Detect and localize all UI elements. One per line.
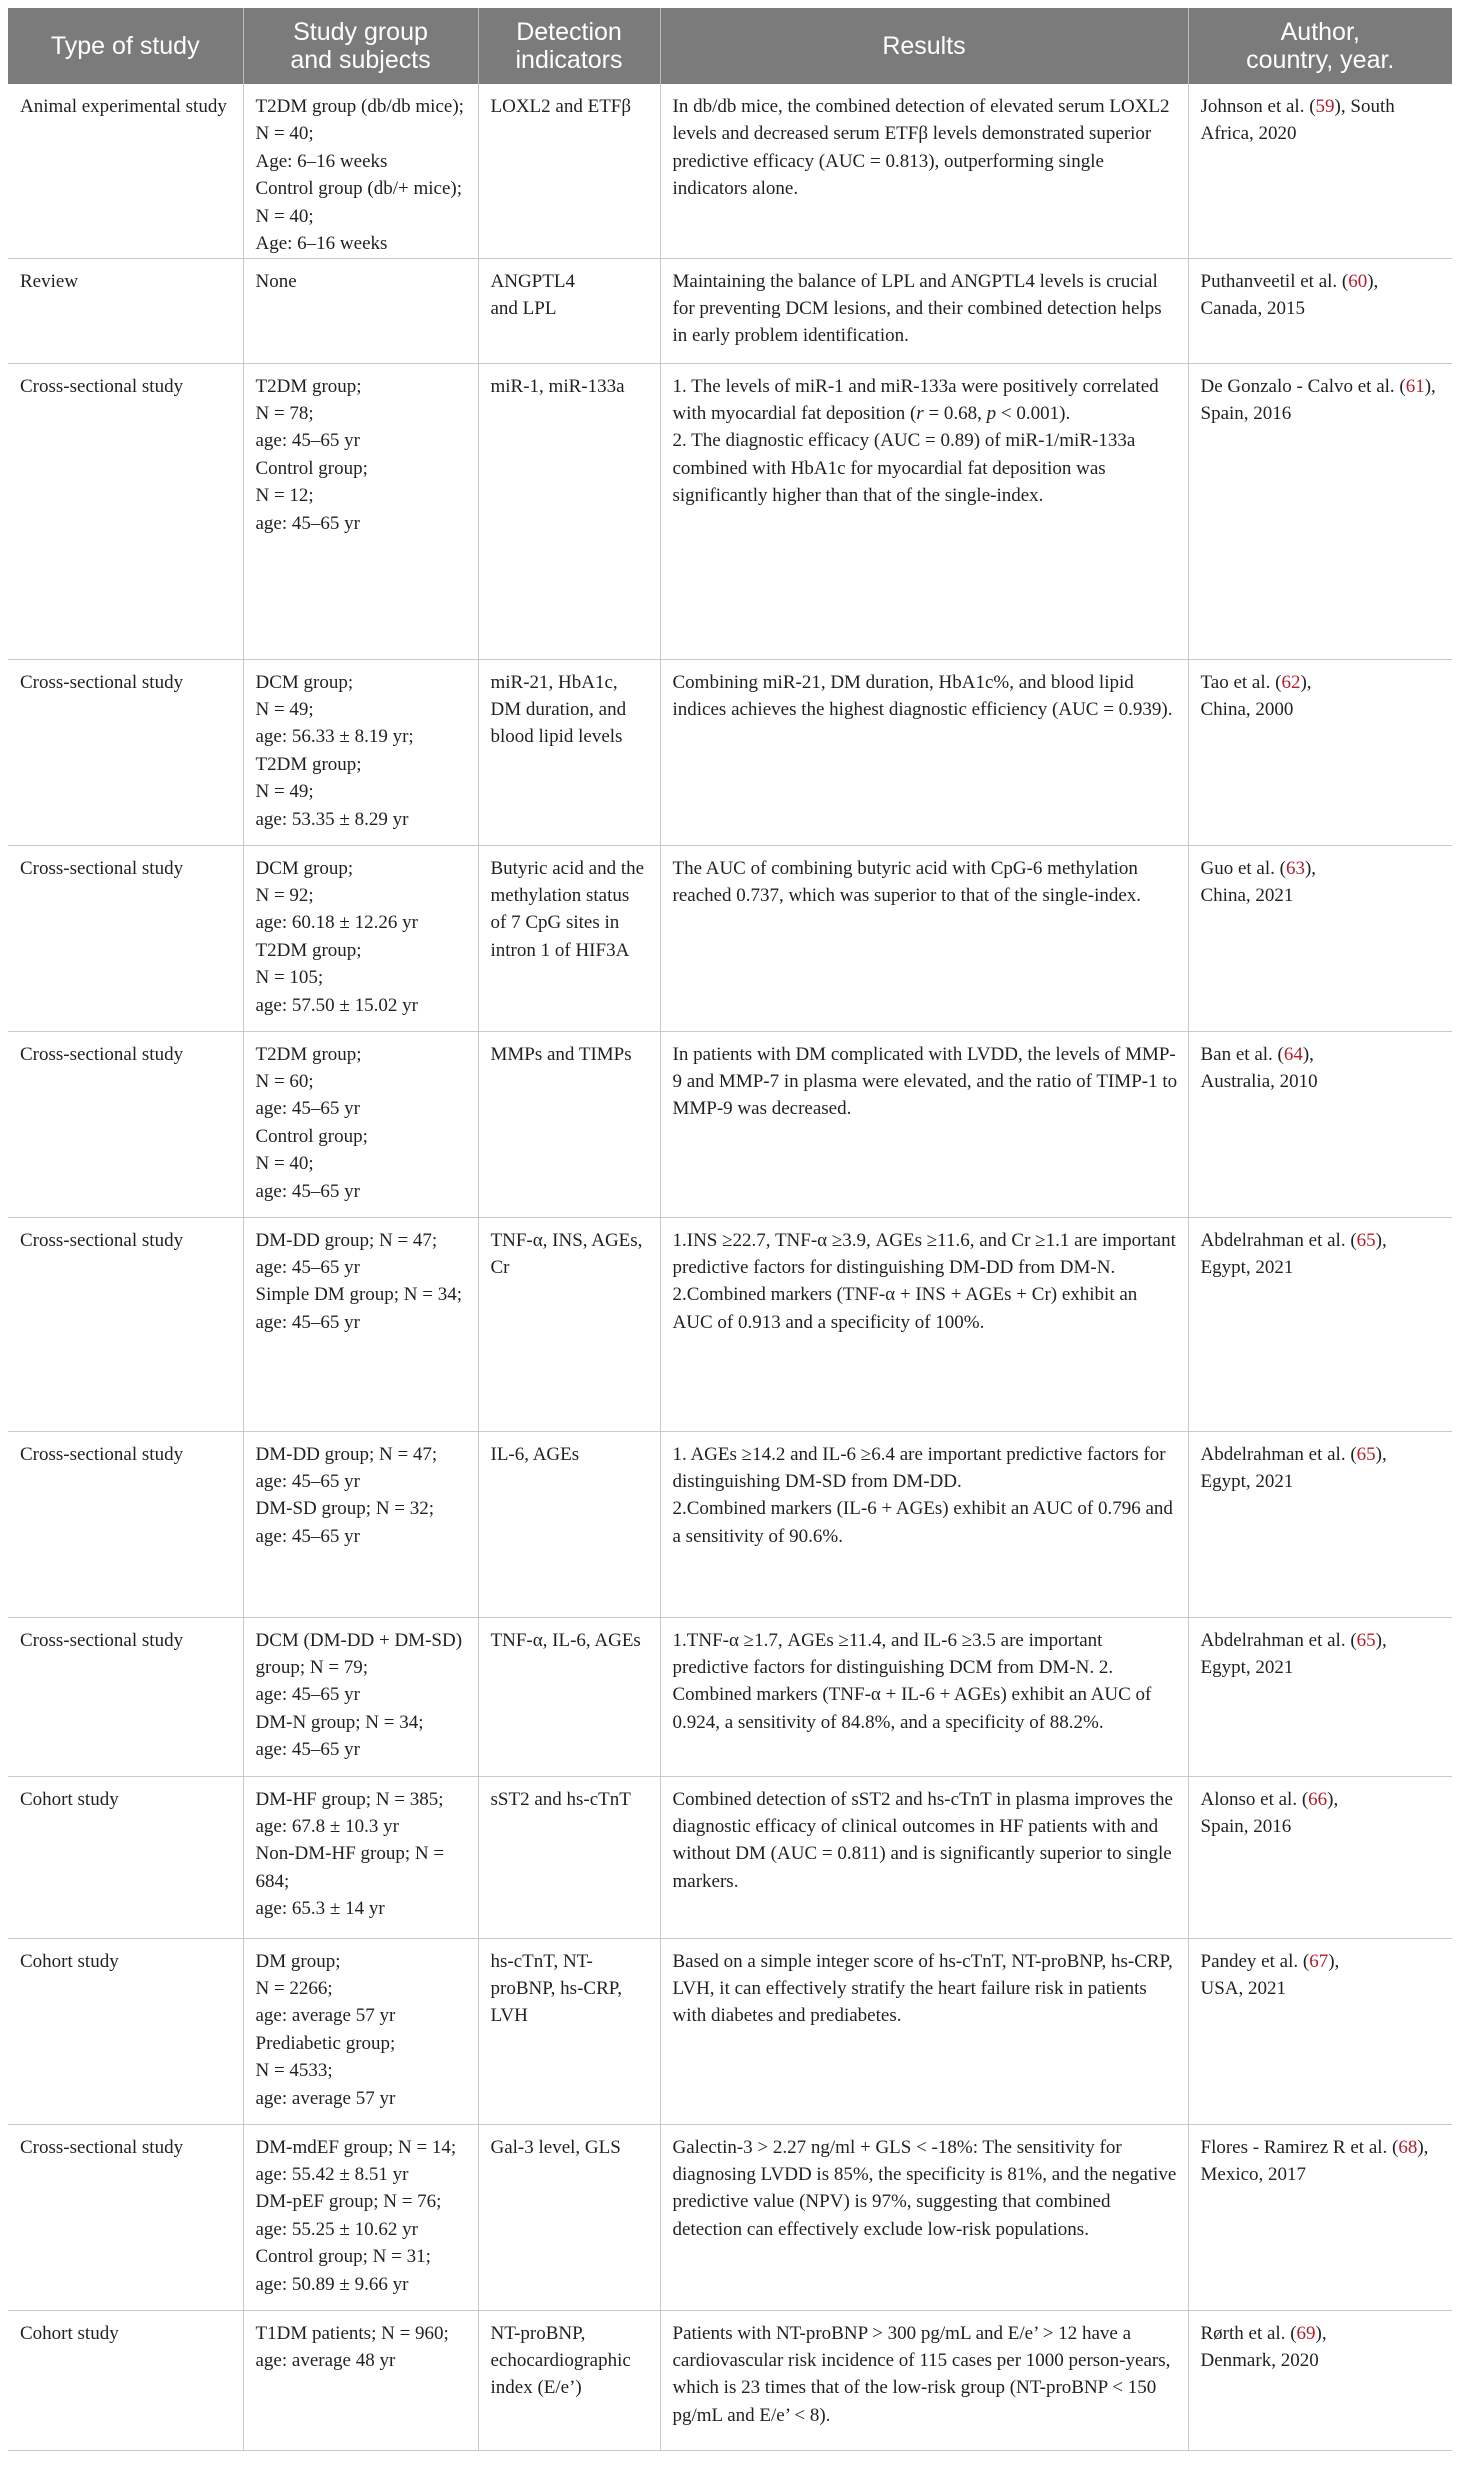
author-text: ), Mexico, 2017 [1200,2136,1429,2185]
author-text: Alonso et al. ( [1200,1788,1309,1810]
cell-author [1188,363,1452,659]
cell-subjects: DCM (DM-DD + DM-SD) group; N = 79; age: 45–65 yr DM-N group; N = 34; age: 45–65 yr [243,1617,478,1776]
table-header-row [8,8,1452,84]
table-row [8,363,1452,659]
cell-indicators: MMPs and TIMPs [478,1031,660,1217]
cell-author [1188,258,1452,363]
cell-type: Animal experimental study [8,84,243,258]
cell-results: Galectin-3 > 2.27 ng/ml + GLS < -18%: The sensitivity for diagnosing LVDD is 85%, the specificity is 81%, and the negative predictive value (NPV) is 97%, suggesting that combined detection can effectively exclude low-risk populations. [660,2124,1188,2310]
cell-indicators: Butyric acid and the methylation status of 7 CpG sites in intron 1 of HIF3A [478,845,660,1031]
reference-link[interactable]: 60 [1348,270,1368,292]
reference-link[interactable]: 59 [1315,96,1335,117]
table-row [8,659,1452,845]
cell-author [1188,845,1452,1031]
cell-indicators: Gal-3 level, GLS [478,2124,660,2310]
cell-type: Cross-sectional study [8,659,243,845]
cell-author [1188,1031,1452,1217]
cell-indicators: sST2 and hs-cTnT [478,1776,660,1938]
author-text: Abdelrahman et al. ( [1200,1443,1357,1465]
cell-type: Cohort study [8,1776,243,1938]
reference-link[interactable]: 68 [1398,2136,1418,2158]
cell-indicators: miR-21, HbA1c, DM duration, and blood lipid levels [478,659,660,845]
author-text: ), China, 2000 [1200,671,1312,720]
cell-subjects: DM-DD group; N = 47; age: 45–65 yr Simple DM group; N = 34; age: 45–65 yr [243,1217,478,1431]
author-text: Puthanveetil et al. ( [1200,270,1349,292]
cell-results: Maintaining the balance of LPL and ANGPTL4 levels is crucial for preventing DCM lesions, and their combined detection helps in early problem identification. [660,258,1188,363]
cell-indicators: LOXL2 and ETFβ [478,84,660,258]
reference-link[interactable]: 69 [1296,2322,1316,2344]
cell-results: Based on a simple integer score of hs-cTnT, NT-proBNP, hs-CRP, LVH, it can effectively stratify the heart failure risk in patients with diabetes and prediabetes. [660,1938,1188,2124]
cell-indicators: NT-proBNP, echocardiographic index (E/e’) [478,2310,660,2450]
cell-results: The AUC of combining butyric acid with CpG-6 methylation reached 0.737, which was superior to that of the single-index. [660,845,1188,1031]
cell-author [1188,1217,1452,1431]
cell-results [660,363,1188,659]
author-text: Abdelrahman et al. ( [1200,1229,1357,1251]
results-text: < 0.001). 2. The diagnostic efficacy (AUC = 0.89) of miR-1/miR-133a combined with HbA1c for myocardial fat deposition was significantly higher than that of the single-index. [672,402,1136,507]
table-row [8,258,1452,363]
author-text: Rørth et al. ( [1200,2322,1297,2344]
cell-author [1188,1938,1452,2124]
cell-subjects: DCM group; N = 49; age: 56.33 ± 8.19 yr; T2DM group; N = 49; age: 53.35 ± 8.29 yr [243,659,478,845]
cell-results: Combining miR-21, DM duration, HbA1c%, and blood lipid indices achieves the highest diagnostic efficiency (AUC = 0.939). [660,659,1188,845]
author-text: Johnson et al. ( [1200,96,1316,117]
cell-subjects: T2DM group (db/db mice); N = 40; Age: 6–16 weeks Control group (db/+ mice); N = 40; Age: 6–16 weeks [243,84,478,258]
cell-indicators: ANGPTL4 and LPL [478,258,660,363]
cell-type: Cohort study [8,2310,243,2450]
cell-type: Cross-sectional study [8,363,243,659]
author-text: Ban et al. ( [1200,1043,1284,1065]
reference-link[interactable]: 62 [1281,671,1301,693]
table-row [8,1776,1452,1938]
results-text: 1. The levels of miR-1 and miR-133a were positively correlated with myocardial fat deposition ( [672,375,1159,424]
author-text: ), Spain, 2016 [1200,375,1436,424]
reference-link[interactable]: 65 [1356,1443,1376,1465]
author-text: De Gonzalo - Calvo et al. ( [1200,375,1406,397]
cell-results: In db/db mice, the combined detection of elevated serum LOXL2 levels and decreased serum ETFβ levels demonstrated superior predictive efficacy (AUC = 0.813), outperforming single indicators alone. [660,84,1188,258]
reference-link[interactable]: 63 [1285,857,1305,879]
cell-author [1188,659,1452,845]
author-text: Tao et al. ( [1200,671,1282,693]
cell-indicators: hs-cTnT, NT-proBNP, hs-CRP, LVH [478,1938,660,2124]
author-text: ), Egypt, 2021 [1200,1629,1387,1678]
table-row [8,84,1452,258]
cell-subjects: DM-DD group; N = 47; age: 45–65 yr DM-SD group; N = 32; age: 45–65 yr [243,1431,478,1617]
stat-symbol-p: p [986,402,997,424]
author-text: ), Canada, 2015 [1200,270,1379,319]
table-row [8,1031,1452,1217]
author-text: ), Spain, 2016 [1200,1788,1339,1837]
table-row [8,1431,1452,1617]
table-row [8,845,1452,1031]
cell-type: Cohort study [8,1938,243,2124]
cell-type: Cross-sectional study [8,1431,243,1617]
table-row [8,2310,1452,2450]
author-text: Abdelrahman et al. ( [1200,1629,1357,1651]
author-text: ), Denmark, 2020 [1200,2322,1327,2371]
reference-link[interactable]: 67 [1309,1950,1329,1972]
cell-indicators: TNF-α, IL-6, AGEs [478,1617,660,1776]
cell-subjects: DM group; N = 2266; age: average 57 yr Prediabetic group; N = 4533; age: average 57 yr [243,1938,478,2124]
cell-author [1188,1776,1452,1938]
reference-link[interactable]: 66 [1308,1788,1328,1810]
cell-results: 1. AGEs ≥14.2 and IL-6 ≥6.4 are important predictive factors for distinguishing DM-SD from DM-DD. 2.Combined markers (IL-6 + AGEs) exhibit an AUC of 0.796 and a sensitivity of 90.6%. [660,1431,1188,1617]
cell-results: 1.INS ≥22.7, TNF-α ≥3.9, AGEs ≥11.6, and Cr ≥1.1 are important predictive factors for distinguishing DM-DD from DM-N. 2.Combined markers (TNF-α + INS + AGEs + Cr) exhibit an AUC of 0.913 and a specificity of 100%. [660,1217,1188,1431]
cell-results: Combined detection of sST2 and hs-cTnT in plasma improves the diagnostic efficacy of clinical outcomes in HF patients with and without DM (AUC = 0.811) and is significantly superior to single markers. [660,1776,1188,1938]
cell-type: Cross-sectional study [8,2124,243,2310]
author-text: ), Egypt, 2021 [1200,1229,1387,1278]
results-text: = 0.68, [923,402,987,424]
studies-table [8,8,1452,2451]
author-text: Guo et al. ( [1200,857,1286,879]
cell-type: Cross-sectional study [8,1031,243,1217]
reference-link[interactable]: 61 [1405,375,1425,397]
table-row [8,1617,1452,1776]
cell-type: Review [8,258,243,363]
cell-subjects: None [243,258,478,363]
cell-indicators: IL-6, AGEs [478,1431,660,1617]
cell-subjects: DM-HF group; N = 385; age: 67.8 ± 10.3 yr Non-DM-HF group; N = 684; age: 65.3 ± 14 yr [243,1776,478,1938]
cell-results: In patients with DM complicated with LVDD, the levels of MMP-9 and MMP-7 in plasma were elevated, and the ratio of TIMP-1 to MMP-9 was decreased. [660,1031,1188,1217]
cell-type: Cross-sectional study [8,1617,243,1776]
header-results: Results [660,8,1188,84]
cell-indicators: TNF-α, INS, AGEs, Cr [478,1217,660,1431]
cell-subjects: T2DM group; N = 78; age: 45–65 yr Control group; N = 12; age: 45–65 yr [243,363,478,659]
table-row [8,1217,1452,1431]
cell-results: Patients with NT-proBNP > 300 pg/mL and E/e’ > 12 have a cardiovascular risk incidence of 115 cases per 1000 person-years, which is 23 times that of the low-risk group (NT-proBNP < 150 pg/mL and E/e’ < 8). [660,2310,1188,2450]
author-text: ), China, 2021 [1200,857,1317,906]
cell-results: 1.TNF-α ≥1.7, AGEs ≥11.4, and IL-6 ≥3.5 are important predictive factors for distinguishing DCM from DM-N. 2. Combined markers (TNF-α + IL-6 + AGEs) exhibit an AUC of 0.924, a sensitivity of 84.8%, and a specificity of 88.2%. [660,1617,1188,1776]
author-text: ), Australia, 2010 [1200,1043,1318,1092]
cell-author [1188,84,1452,258]
header-author: Author, country, year. [1188,8,1452,84]
cell-author [1188,1431,1452,1617]
table-row [8,2124,1452,2310]
author-text: Flores - Ramirez R et al. ( [1200,2136,1399,2158]
header-study-group: Study group and subjects [243,8,478,84]
cell-author [1188,1617,1452,1776]
cell-author [1188,2124,1452,2310]
header-detection-indicators: Detection indicators [478,8,660,84]
cell-indicators: miR-1, miR-133a [478,363,660,659]
reference-link[interactable]: 65 [1356,1229,1376,1251]
author-text: ), South Africa, 2020 [1200,96,1395,145]
reference-link[interactable]: 64 [1283,1043,1303,1065]
cell-type: Cross-sectional study [8,1217,243,1431]
cell-subjects: T1DM patients; N = 960; age: average 48 yr [243,2310,478,2450]
cell-type: Cross-sectional study [8,845,243,1031]
cell-subjects: DCM group; N = 92; age: 60.18 ± 12.26 yr T2DM group; N = 105; age: 57.50 ± 15.02 yr [243,845,478,1031]
table-row [8,1938,1452,2124]
author-text: ), Egypt, 2021 [1200,1443,1387,1492]
stat-symbol-r: r [916,402,924,424]
reference-link[interactable]: 65 [1356,1629,1376,1651]
cell-author [1188,2310,1452,2450]
cell-subjects: DM-mdEF group; N = 14; age: 55.42 ± 8.51 yr DM-pEF group; N = 76; age: 55.25 ± 10.62 yr Control group; N = 31; age: 50.89 ± 9.66 yr [243,2124,478,2310]
author-text: ), USA, 2021 [1200,1950,1340,1999]
header-type-of-study: Type of study [8,8,243,84]
cell-subjects: T2DM group; N = 60; age: 45–65 yr Control group; N = 40; age: 45–65 yr [243,1031,478,1217]
author-text: Pandey et al. ( [1200,1950,1310,1972]
